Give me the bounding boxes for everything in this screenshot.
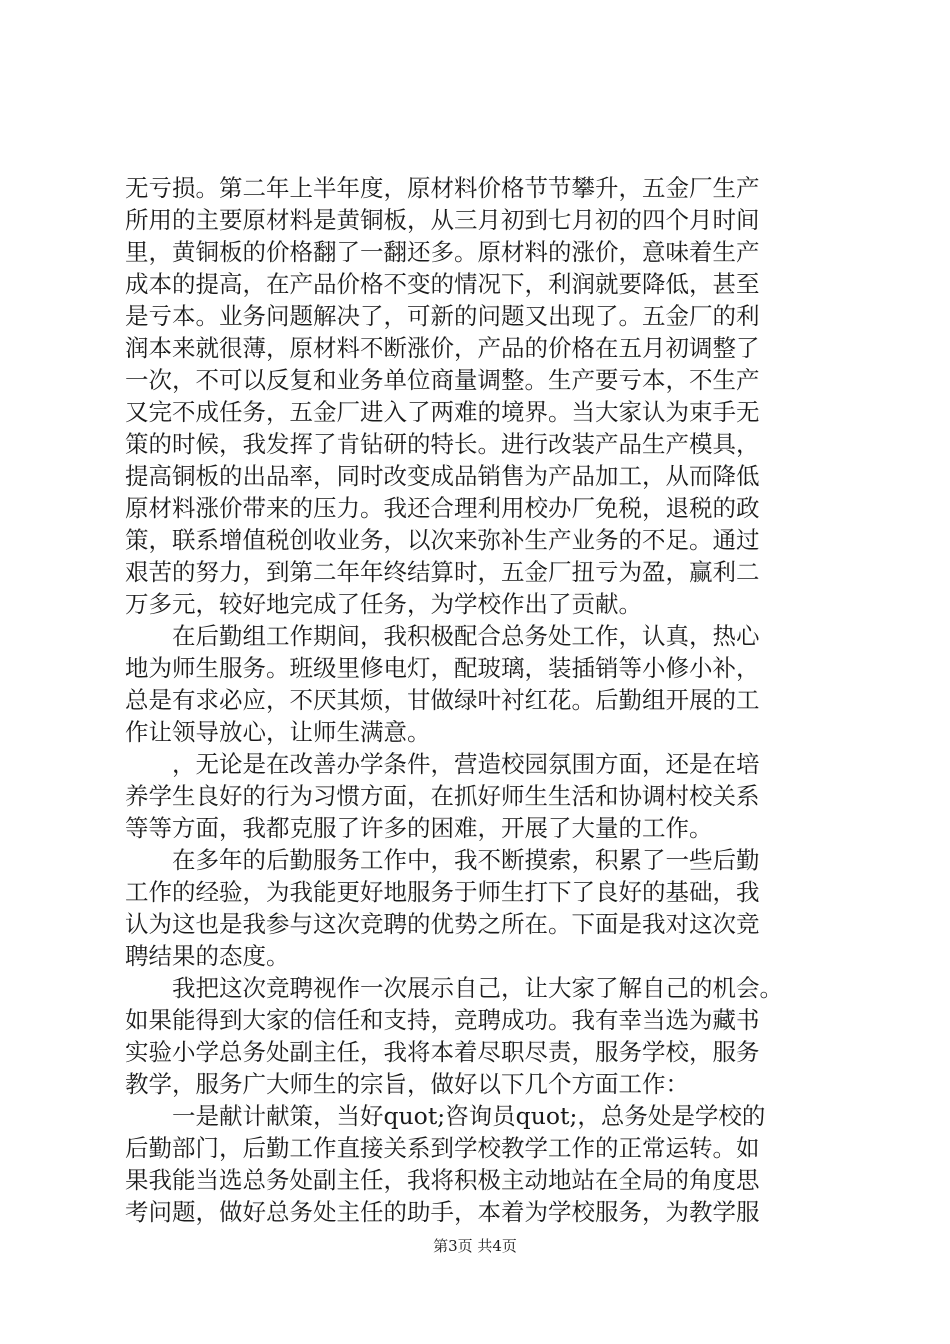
text-line: 在多年的后勤服务工作中，我不断摸索，积累了一些后勤 xyxy=(125,846,760,874)
text-line: 实验小学总务处副主任，我将本着尽职尽责，服务学校，服务 xyxy=(125,1038,760,1066)
text-line: 一次，不可以反复和业务单位商量调整。生产要亏本，不生产 xyxy=(125,366,760,394)
text-line: 润本来就很薄，原材料不断涨价，产品的价格在五月初调整了 xyxy=(125,334,760,362)
text-line: 策，联系增值税创收业务，以次来弥补生产业务的不足。通过 xyxy=(125,526,760,554)
text-line: 考问题，做好总务处主任的助手，本着为学校服务，为教学服 xyxy=(125,1198,760,1226)
text-line: 作让领导放心，让师生满意。 xyxy=(125,718,431,746)
text-line: 原材料涨价带来的压力。我还合理利用校办厂免税，退税的政 xyxy=(125,494,760,522)
page-number-footer: 第3页 共4页 xyxy=(433,1237,517,1255)
text-line: 里，黄铜板的价格翻了一翻还多。原材料的涨价，意味着生产 xyxy=(125,238,760,266)
text-line: 一是献计献策，当好quot;咨询员quot;，总务处是学校的 xyxy=(125,1102,766,1130)
text-line: 教学，服务广大师生的宗旨，做好以下几个方面工作： xyxy=(125,1070,689,1098)
document-body xyxy=(125,172,835,1228)
text-line: 无亏损。第二年上半年度，原材料价格节节攀升，五金厂生产 xyxy=(125,174,760,202)
text-line: 万多元，较好地完成了任务，为学校作出了贡献。 xyxy=(125,590,642,618)
text-line: ，无论是在改善办学条件，营造校园氛围方面，还是在培 xyxy=(125,750,760,778)
text-line: 策的时候，我发挥了肯钻研的特长。进行改装产品生产模具， xyxy=(125,430,760,458)
text-line: 又完不成任务，五金厂进入了两难的境界。当大家认为束手无 xyxy=(125,398,760,426)
text-line: 我把这次竞聘视作一次展示自己，让大家了解自己的机会。 xyxy=(125,974,783,1002)
text-line: 艰苦的努力，到第二年年终结算时，五金厂扭亏为盈，赢利二 xyxy=(125,558,760,586)
text-line: 聘结果的态度。 xyxy=(125,942,290,970)
text-line: 提高铜板的出品率，同时改变成品销售为产品加工，从而降低 xyxy=(125,462,760,490)
text-line: 认为这也是我参与这次竞聘的优势之所在。下面是我对这次竞 xyxy=(125,910,760,938)
text-line: 工作的经验，为我能更好地服务于师生打下了良好的基础，我 xyxy=(125,878,760,906)
text-line: 后勤部门，后勤工作直接关系到学校教学工作的正常运转。如 xyxy=(125,1134,760,1162)
text-line: 如果能得到大家的信任和支持，竞聘成功。我有幸当选为藏书 xyxy=(125,1006,760,1034)
text-line: 养学生良好的行为习惯方面，在抓好师生生活和协调村校关系 xyxy=(125,782,760,810)
text-line: 所用的主要原材料是黄铜板，从三月初到七月初的四个月时间 xyxy=(125,206,760,234)
text-line: 地为师生服务。班级里修电灯，配玻璃，装插销等小修小补， xyxy=(125,654,760,682)
text-line: 等等方面，我都克服了许多的困难，开展了大量的工作。 xyxy=(125,814,713,842)
text-line: 在后勤组工作期间，我积极配合总务处工作，认真，热心 xyxy=(125,622,760,650)
text-line: 成本的提高，在产品价格不变的情况下，利润就要降低，甚至 xyxy=(125,270,760,298)
text-line: 总是有求必应，不厌其烦，甘做绿叶衬红花。后勤组开展的工 xyxy=(125,686,760,714)
text-line: 果我能当选总务处副主任，我将积极主动地站在全局的角度思 xyxy=(125,1166,760,1194)
text-line: 是亏本。业务问题解决了，可新的问题又出现了。五金厂的利 xyxy=(125,302,760,330)
